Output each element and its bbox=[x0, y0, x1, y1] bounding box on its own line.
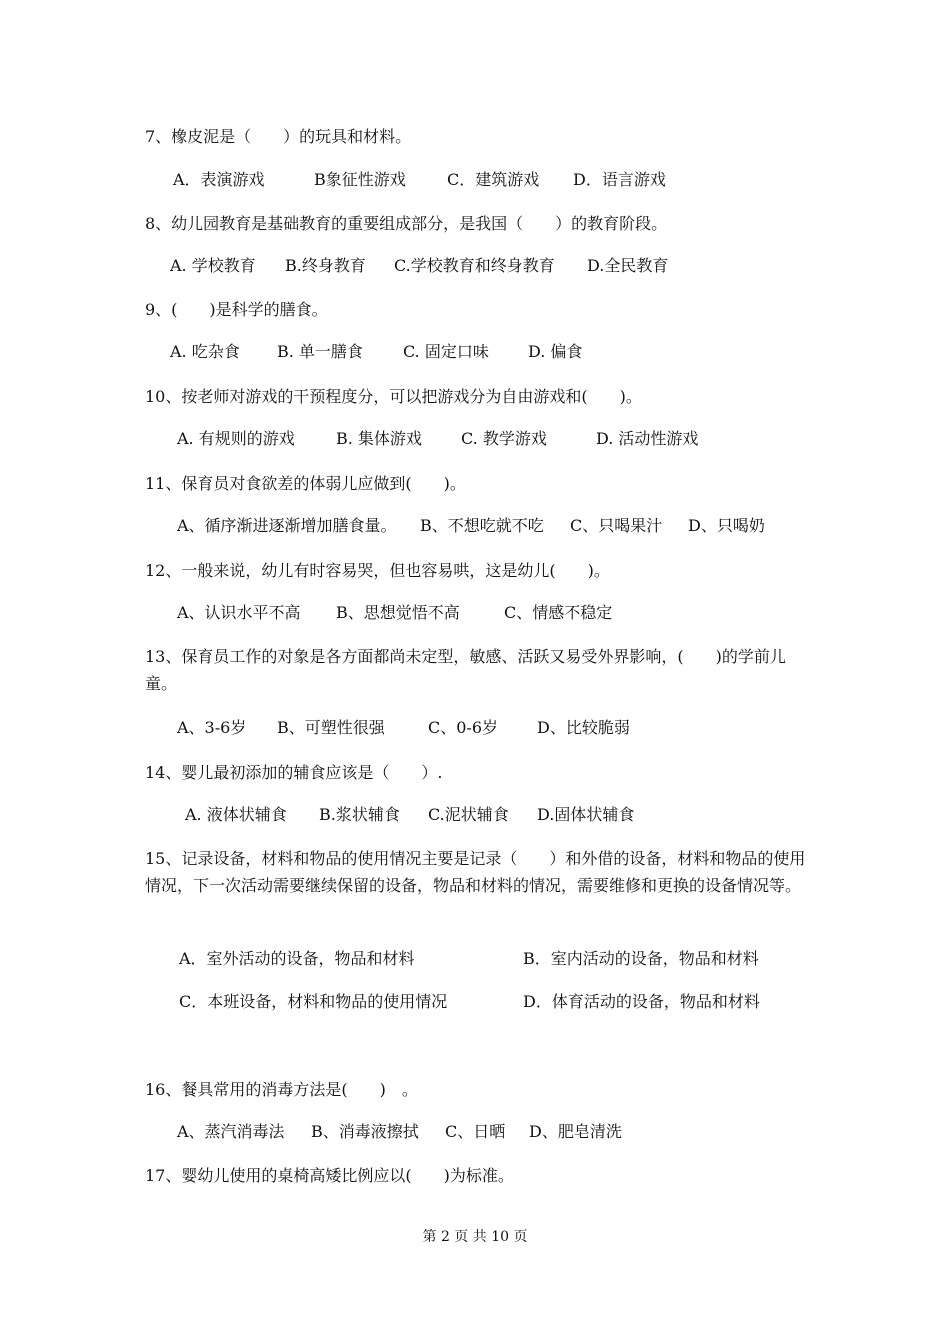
option-15a: A．室外活动的设备，物品和材料 bbox=[179, 949, 415, 968]
option-10a: A. 有规则的游戏 bbox=[177, 429, 295, 448]
option-12c: C、情感不稳定 bbox=[504, 603, 613, 622]
option-14a: A. 液体状辅食 bbox=[185, 805, 287, 824]
option-11a: A、循序渐进逐渐增加膳食量。 bbox=[177, 516, 397, 535]
option-7a: A．表演游戏 bbox=[173, 170, 265, 189]
option-16d: D、肥皂清洗 bbox=[529, 1122, 622, 1141]
option-10b: B. 集体游戏 bbox=[336, 429, 422, 448]
option-14c: C.泥状辅食 bbox=[428, 805, 509, 824]
option-9b: B. 单一膳食 bbox=[277, 342, 363, 361]
option-16c: C、日晒 bbox=[445, 1122, 506, 1141]
option-13b: B、可塑性很强 bbox=[277, 718, 385, 737]
option-8a: A. 学校教育 bbox=[170, 256, 256, 275]
option-10c: C. 教学游戏 bbox=[461, 429, 547, 448]
option-14b: B.浆状辅食 bbox=[319, 805, 400, 824]
option-7b: B象征性游戏 bbox=[314, 170, 406, 189]
option-10d: D. 活动性游戏 bbox=[596, 429, 699, 448]
option-11c: C、只喝果汁 bbox=[570, 516, 663, 535]
question-12: 12、一般来说，幼儿有时容易哭，但也容易哄，这是幼儿( )。 bbox=[145, 561, 610, 580]
question-9: 9、( )是科学的膳食。 bbox=[145, 300, 328, 319]
option-8c: C.学校教育和终身教育 bbox=[394, 256, 555, 275]
option-11b: B、不想吃就不吃 bbox=[420, 516, 544, 535]
question-14: 14、婴儿最初添加的辅食应该是（ ）. bbox=[145, 763, 443, 782]
question-16: 16、餐具常用的消毒方法是( ) 。 bbox=[145, 1080, 418, 1099]
question-7: 7、橡皮泥是（ ）的玩具和材料。 bbox=[145, 127, 412, 146]
page-footer: 第 2 页 共 10 页 bbox=[422, 1229, 528, 1245]
question-15: 15、记录设备，材料和物品的使用情况主要是记录（ ）和外借的设备，材料和物品的使用情况，下一次活动需要继续保留的设备，物品和材料的情况，需要维修和更换的设备情况等。 bbox=[145, 849, 806, 895]
option-8b: B.终身教育 bbox=[285, 256, 366, 275]
option-13c: C、0-6岁 bbox=[428, 718, 499, 737]
option-12a: A、认识水平不高 bbox=[177, 603, 301, 622]
option-9a: A. 吃杂食 bbox=[170, 342, 240, 361]
option-16b: B、消毒液擦拭 bbox=[311, 1122, 419, 1141]
option-15c: C．本班设备，材料和物品的使用情况 bbox=[179, 992, 448, 1011]
question-17: 17、婴幼儿使用的桌椅高矮比例应以( )为标准。 bbox=[145, 1166, 514, 1185]
option-7c: C．建筑游戏 bbox=[447, 170, 540, 189]
option-14d: D.固体状辅食 bbox=[537, 805, 635, 824]
option-9d: D. 偏食 bbox=[528, 342, 583, 361]
question-13: 13、保育员工作的对象是各方面都尚未定型，敏感、活跃又易受外界影响，( )的学前儿童。 bbox=[145, 647, 786, 693]
option-12b: B、思想觉悟不高 bbox=[336, 603, 460, 622]
option-8d: D.全民教育 bbox=[587, 256, 669, 275]
question-11: 11、保育员对食欲差的体弱儿应做到( )。 bbox=[145, 474, 466, 493]
option-15d: D．体育活动的设备，物品和材料 bbox=[523, 992, 760, 1011]
question-10: 10、按老师对游戏的干预程度分，可以把游戏分为自由游戏和( )。 bbox=[145, 387, 642, 406]
option-13d: D、比较脆弱 bbox=[537, 718, 630, 737]
option-13a: A、3-6岁 bbox=[177, 718, 247, 737]
question-8: 8、幼儿园教育是基础教育的重要组成部分，是我国（ ）的教育阶段。 bbox=[145, 214, 668, 233]
option-16a: A、蒸汽消毒法 bbox=[177, 1122, 285, 1141]
option-9c: C. 固定口味 bbox=[403, 342, 489, 361]
option-7d: D．语言游戏 bbox=[573, 170, 666, 189]
option-15b: B．室内活动的设备，物品和材料 bbox=[523, 949, 759, 968]
option-11d: D、只喝奶 bbox=[688, 516, 765, 535]
